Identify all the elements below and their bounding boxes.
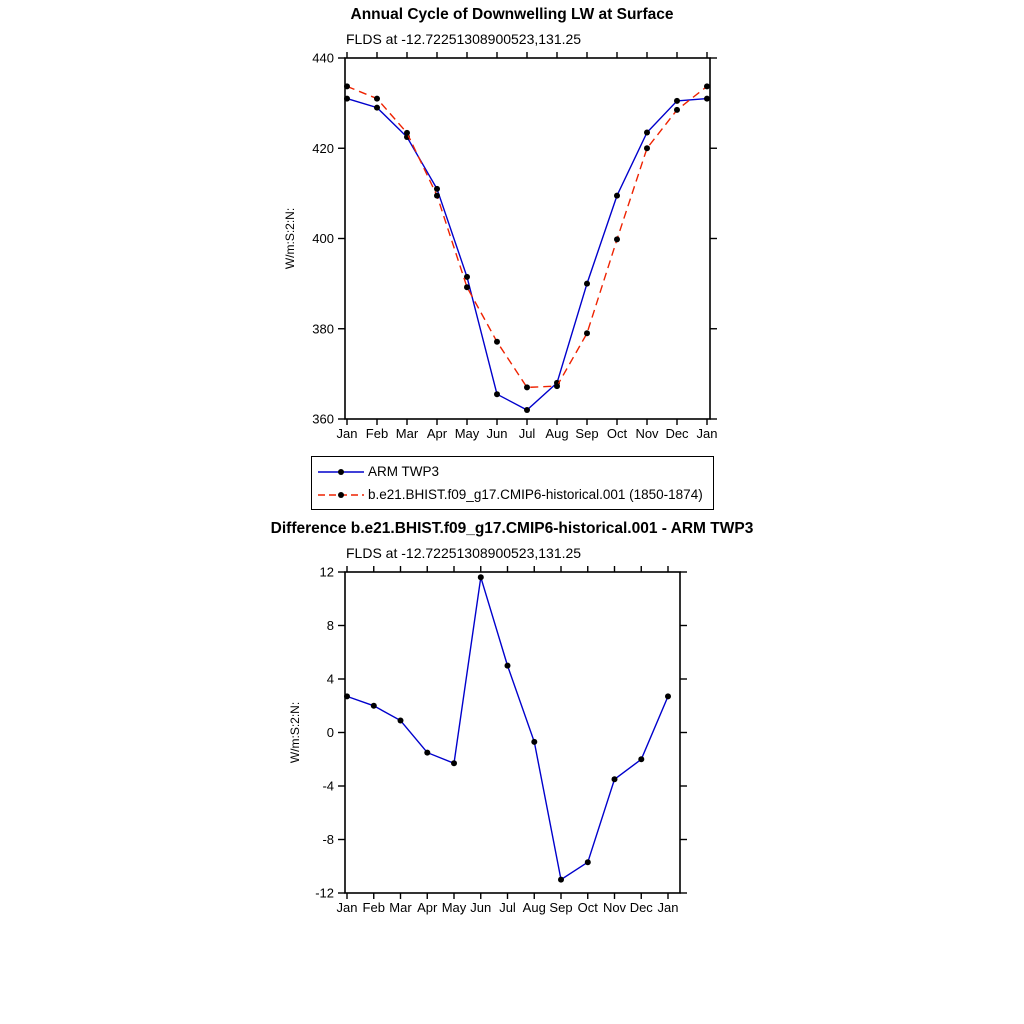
svg-text:12: 12 xyxy=(319,564,334,580)
data-point xyxy=(612,776,618,782)
svg-text:Sep: Sep xyxy=(575,426,599,441)
data-point xyxy=(584,330,590,336)
data-point xyxy=(704,83,710,89)
svg-text:Jun: Jun xyxy=(470,900,492,915)
svg-text:Jan: Jan xyxy=(696,426,718,441)
svg-text:-12: -12 xyxy=(315,885,334,901)
bottom-chart-title: Difference b.e21.BHIST.f09_g17.CMIP6-historical.001 - ARM TWP3 xyxy=(270,520,754,537)
svg-text:Jul: Jul xyxy=(499,900,516,915)
top-chart-subtitle: FLDS at -12.72251308900523,131.25 xyxy=(346,31,582,47)
svg-text:360: 360 xyxy=(312,411,334,427)
data-point xyxy=(524,407,530,413)
data-point xyxy=(614,236,620,242)
data-point xyxy=(371,703,377,709)
svg-text:Mar: Mar xyxy=(389,900,412,915)
svg-text:Aug: Aug xyxy=(522,900,546,915)
svg-text:0: 0 xyxy=(326,725,334,740)
data-point xyxy=(644,130,650,136)
legend-entry-arm-twp3 xyxy=(312,460,703,483)
svg-text:W/m:S:2:N:: W/m:S:2:N: xyxy=(283,207,297,270)
data-point xyxy=(494,339,500,345)
svg-text:May: May xyxy=(454,426,480,441)
series-line xyxy=(347,99,707,410)
svg-text:Sep: Sep xyxy=(549,900,573,915)
svg-text:Feb: Feb xyxy=(365,426,389,441)
data-point xyxy=(531,739,537,745)
data-point xyxy=(494,391,500,397)
svg-text:400: 400 xyxy=(312,231,334,246)
data-point xyxy=(344,693,350,699)
data-point xyxy=(674,107,680,113)
data-point xyxy=(584,281,590,287)
data-point xyxy=(404,130,410,136)
data-point xyxy=(674,98,680,104)
annual-cycle-plot xyxy=(283,51,717,442)
data-point xyxy=(704,96,710,102)
svg-text:-8: -8 xyxy=(322,832,334,847)
svg-text:Jan: Jan xyxy=(657,900,679,915)
svg-text:420: 420 xyxy=(312,140,334,156)
data-point xyxy=(554,383,560,389)
svg-text:Jan: Jan xyxy=(336,900,358,915)
svg-text:380: 380 xyxy=(312,321,334,337)
data-point xyxy=(614,193,620,199)
svg-text:Nov: Nov xyxy=(635,426,659,441)
legend-label-model: b.e21.BHIST.f09_g17.CMIP6-historical.001 (1850-1874) xyxy=(368,487,703,502)
bottom-chart-subtitle: FLDS at -12.72251308900523,131.25 xyxy=(346,545,582,561)
legend-line-sample-solid-blue xyxy=(318,466,364,478)
svg-text:440: 440 xyxy=(312,50,334,66)
data-point xyxy=(374,105,380,111)
svg-text:4: 4 xyxy=(326,671,334,687)
data-point xyxy=(585,859,591,865)
data-point xyxy=(464,284,470,290)
data-point xyxy=(374,96,380,102)
data-point xyxy=(644,145,650,151)
svg-text:Apr: Apr xyxy=(426,426,448,441)
svg-text:Oct: Oct xyxy=(577,900,598,915)
top-chart-title: Annual Cycle of Downwelling LW at Surface xyxy=(350,6,674,23)
svg-text:Oct: Oct xyxy=(606,426,628,441)
series-line xyxy=(347,577,668,879)
svg-text:Jun: Jun xyxy=(486,426,508,441)
legend-box xyxy=(311,456,714,510)
data-point xyxy=(398,718,404,724)
svg-text:Apr: Apr xyxy=(417,900,438,915)
svg-text:Jul: Jul xyxy=(518,426,536,441)
data-point xyxy=(434,186,440,192)
data-point xyxy=(344,83,350,89)
data-point xyxy=(524,384,530,390)
svg-text:Dec: Dec xyxy=(629,900,653,915)
svg-text:8: 8 xyxy=(326,618,334,633)
data-point xyxy=(665,693,671,699)
data-point xyxy=(478,574,484,580)
svg-text:Dec: Dec xyxy=(665,426,689,441)
svg-text:Aug: Aug xyxy=(545,426,569,441)
data-point xyxy=(505,663,511,669)
svg-text:Feb: Feb xyxy=(362,900,385,915)
data-point xyxy=(638,756,644,762)
legend-entry-model xyxy=(312,483,703,506)
data-point xyxy=(434,193,440,199)
svg-text:Mar: Mar xyxy=(395,426,419,441)
legend-label-arm-twp3: ARM TWP3 xyxy=(368,464,440,479)
data-point xyxy=(558,877,564,883)
svg-text:W/m:S:2:N:: W/m:S:2:N: xyxy=(288,701,302,764)
svg-text:Jan: Jan xyxy=(336,426,358,441)
svg-text:-4: -4 xyxy=(322,778,334,794)
svg-text:Nov: Nov xyxy=(602,900,627,915)
legend-line-sample-dashed-red xyxy=(318,489,364,501)
data-point xyxy=(451,760,457,766)
difference-plot xyxy=(288,565,687,916)
data-point xyxy=(424,750,430,756)
data-point xyxy=(344,96,350,102)
svg-text:May: May xyxy=(441,900,467,915)
